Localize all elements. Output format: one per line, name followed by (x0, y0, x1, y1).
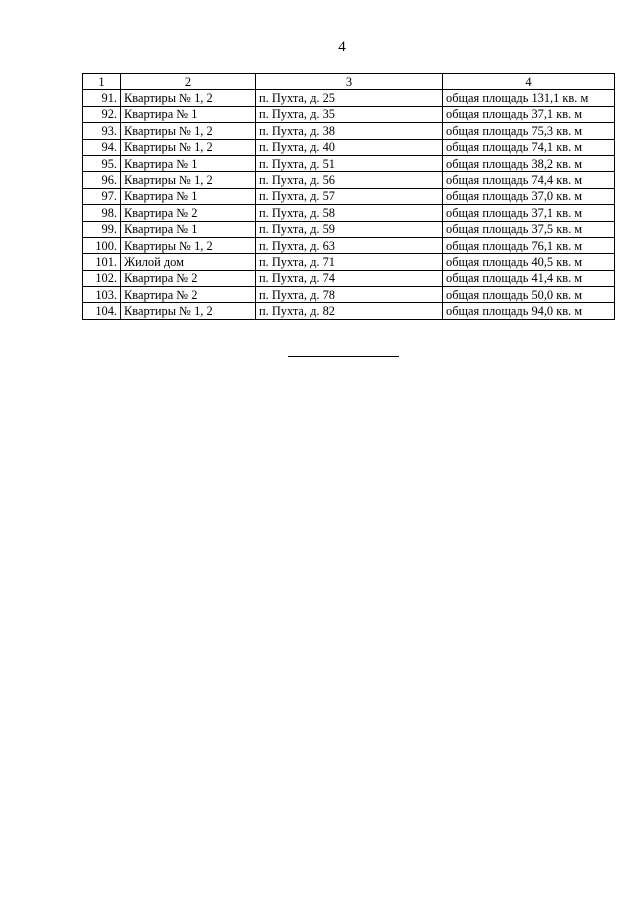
object-name-cell: Жилой дом (121, 254, 256, 270)
row-number-cell: 104. (83, 303, 121, 319)
area-cell: общая площадь 131,1 кв. м (443, 90, 615, 106)
row-number-cell: 97. (83, 188, 121, 204)
object-name-cell: Квартира № 2 (121, 205, 256, 221)
row-number-cell: 91. (83, 90, 121, 106)
table-row (83, 172, 615, 188)
row-number-cell: 102. (83, 270, 121, 286)
address-cell: п. Пухта, д. 59 (256, 221, 443, 237)
address-cell: п. Пухта, д. 51 (256, 155, 443, 171)
area-cell: общая площадь 37,0 кв. м (443, 188, 615, 204)
row-number-cell: 95. (83, 155, 121, 171)
address-cell: п. Пухта, д. 58 (256, 205, 443, 221)
column-header: 2 (121, 74, 256, 90)
object-name-cell: Квартиры № 1, 2 (121, 139, 256, 155)
address-cell: п. Пухта, д. 78 (256, 287, 443, 303)
area-cell: общая площадь 74,1 кв. м (443, 139, 615, 155)
table-row (83, 155, 615, 171)
address-cell: п. Пухта, д. 74 (256, 270, 443, 286)
table-header-row (83, 74, 615, 90)
area-cell: общая площадь 37,1 кв. м (443, 106, 615, 122)
table-row (83, 139, 615, 155)
address-cell: п. Пухта, д. 56 (256, 172, 443, 188)
column-header: 3 (256, 74, 443, 90)
object-name-cell: Квартира № 1 (121, 106, 256, 122)
area-cell: общая площадь 94,0 кв. м (443, 303, 615, 319)
area-cell: общая площадь 41,4 кв. м (443, 270, 615, 286)
table-row (83, 90, 615, 106)
object-name-cell: Квартиры № 1, 2 (121, 303, 256, 319)
row-number-cell: 103. (83, 287, 121, 303)
object-name-cell: Квартиры № 1, 2 (121, 237, 256, 253)
object-name-cell: Квартира № 1 (121, 221, 256, 237)
table-row (83, 123, 615, 139)
row-number-cell: 101. (83, 254, 121, 270)
address-cell: п. Пухта, д. 25 (256, 90, 443, 106)
address-cell: п. Пухта, д. 82 (256, 303, 443, 319)
row-number-cell: 93. (83, 123, 121, 139)
address-cell: п. Пухта, д. 35 (256, 106, 443, 122)
address-cell: п. Пухта, д. 71 (256, 254, 443, 270)
property-table (82, 73, 615, 320)
object-name-cell: Квартиры № 1, 2 (121, 90, 256, 106)
object-name-cell: Квартира № 2 (121, 287, 256, 303)
object-name-cell: Квартира № 2 (121, 270, 256, 286)
area-cell: общая площадь 37,5 кв. м (443, 221, 615, 237)
table-row (83, 221, 615, 237)
table-row (83, 270, 615, 286)
column-header: 4 (443, 74, 615, 90)
area-cell: общая площадь 75,3 кв. м (443, 123, 615, 139)
row-number-cell: 98. (83, 205, 121, 221)
row-number-cell: 94. (83, 139, 121, 155)
table-row (83, 188, 615, 204)
object-name-cell: Квартира № 1 (121, 188, 256, 204)
table-row (83, 303, 615, 319)
object-name-cell: Квартиры № 1, 2 (121, 123, 256, 139)
area-cell: общая площадь 38,2 кв. м (443, 155, 615, 171)
page-number: 4 (338, 39, 346, 55)
row-number-cell: 96. (83, 172, 121, 188)
table-row (83, 205, 615, 221)
column-header: 1 (83, 74, 121, 90)
address-cell: п. Пухта, д. 40 (256, 139, 443, 155)
table-body (83, 90, 615, 319)
object-name-cell: Квартиры № 1, 2 (121, 172, 256, 188)
row-number-cell: 99. (83, 221, 121, 237)
area-cell: общая площадь 50,0 кв. м (443, 287, 615, 303)
address-cell: п. Пухта, д. 57 (256, 188, 443, 204)
row-number-cell: 100. (83, 237, 121, 253)
address-cell: п. Пухта, д. 63 (256, 237, 443, 253)
end-of-document-rule (288, 356, 399, 357)
area-cell: общая площадь 40,5 кв. м (443, 254, 615, 270)
table-row (83, 106, 615, 122)
table-row (83, 287, 615, 303)
area-cell: общая площадь 37,1 кв. м (443, 205, 615, 221)
table-row (83, 254, 615, 270)
row-number-cell: 92. (83, 106, 121, 122)
area-cell: общая площадь 74,4 кв. м (443, 172, 615, 188)
table-row (83, 237, 615, 253)
address-cell: п. Пухта, д. 38 (256, 123, 443, 139)
area-cell: общая площадь 76,1 кв. м (443, 237, 615, 253)
object-name-cell: Квартира № 1 (121, 155, 256, 171)
